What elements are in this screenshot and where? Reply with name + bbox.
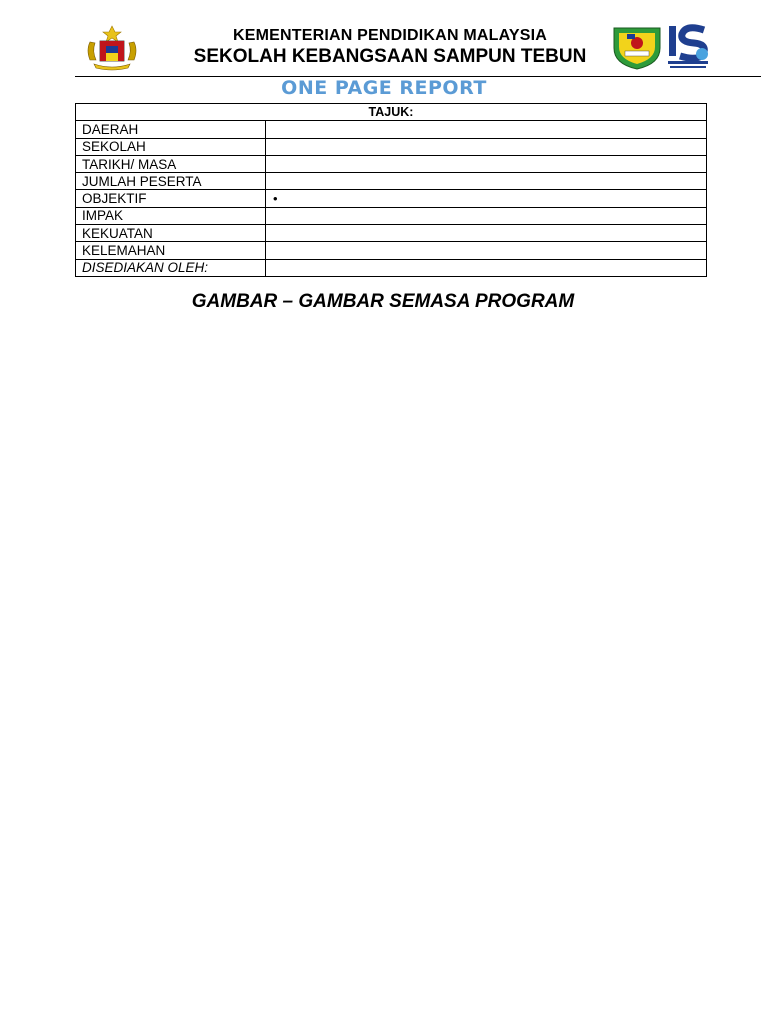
row-value-impak xyxy=(266,207,707,224)
bullet-point: • xyxy=(273,191,278,207)
table-row xyxy=(76,138,707,155)
table-row xyxy=(76,242,707,259)
ministry-name: KEMENTERIAN PENDIDIKAN MALAYSIA xyxy=(232,27,548,44)
row-label-kelemahan: KELEMAHAN xyxy=(76,242,266,259)
row-label-impak: IMPAK xyxy=(76,207,266,224)
form-heading: TAJUK: xyxy=(76,104,707,121)
table-row xyxy=(76,225,707,242)
table-row xyxy=(76,121,707,138)
school-name: SEKOLAH KEBANGSAAN SAMPUN TEBUN xyxy=(193,46,587,67)
table-row xyxy=(76,173,707,190)
row-label-sekolah: SEKOLAH xyxy=(76,138,266,155)
row-value-tarikh-masa xyxy=(266,155,707,172)
table-row xyxy=(76,190,707,207)
school-crest-icon xyxy=(612,26,662,70)
row-value-disediakan-oleh xyxy=(266,259,707,276)
row-value-daerah xyxy=(266,121,707,138)
table-row xyxy=(76,104,707,121)
table-row xyxy=(76,155,707,172)
row-label-kekuatan: KEKUATAN xyxy=(76,225,266,242)
row-value-sekolah xyxy=(266,138,707,155)
report-title: ONE PAGE REPORT xyxy=(281,77,487,99)
is-badge-icon xyxy=(666,24,710,70)
row-value-jumlah-peserta xyxy=(266,173,707,190)
row-label-daerah: DAERAH xyxy=(76,121,266,138)
row-value-objektif xyxy=(266,190,707,207)
row-label-jumlah-peserta: JUMLAH PESERTA xyxy=(76,173,266,190)
row-value-kelemahan xyxy=(266,242,707,259)
photos-section-title: GAMBAR – GAMBAR SEMASA PROGRAM xyxy=(191,291,575,312)
table-row xyxy=(76,207,707,224)
malaysia-coat-of-arms-icon xyxy=(80,24,144,72)
table-row xyxy=(76,259,707,276)
row-label-tarikh-masa: TARIKH/ MASA xyxy=(76,155,266,172)
row-label-objektif: OBJEKTIF xyxy=(76,190,266,207)
row-label-disediakan-oleh: DISEDIAKAN OLEH: xyxy=(76,259,266,276)
row-value-kekuatan xyxy=(266,225,707,242)
report-form-table xyxy=(75,103,707,277)
